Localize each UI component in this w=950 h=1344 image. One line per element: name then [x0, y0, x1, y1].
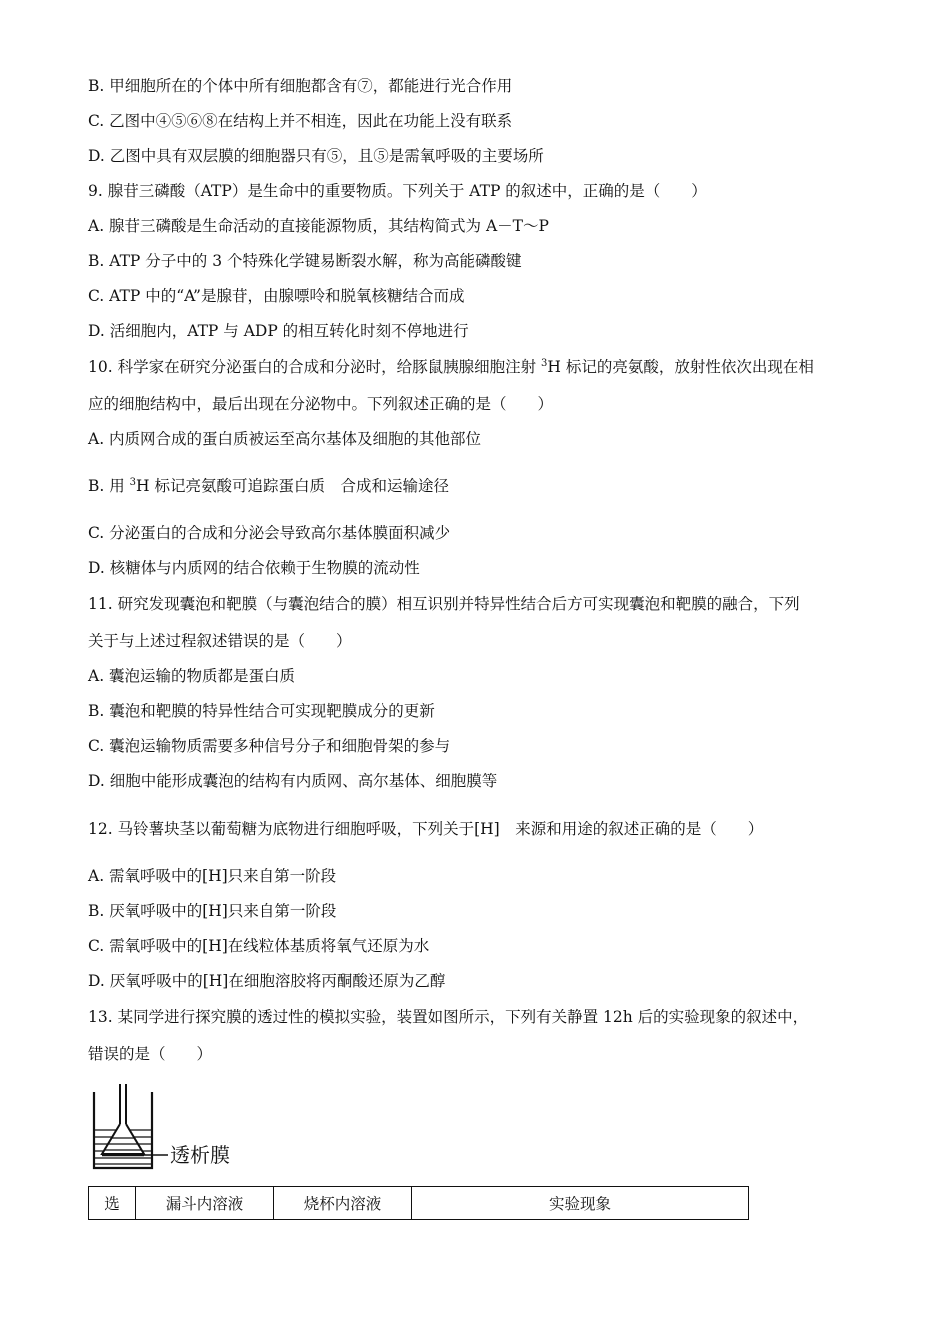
q10-option-d: D. 核糖体与内质网的结合依赖于生物膜的流动性 — [88, 559, 420, 577]
q12-stem: 12. 马铃薯块茎以葡萄糖为底物进行细胞呼吸，下列关于[H] 来源和用途的叙述正确的是（ ） — [88, 820, 764, 838]
q9-option-b: B. ATP 分子中的 3 个特殊化学键易断裂水解，称为高能磷酸键 — [88, 252, 522, 270]
q10-option-b-part1: B. 用 — [88, 477, 130, 495]
q12-option-d: D. 厌氧呼吸中的[H]在细胞溶胶将丙酮酸还原为乙醇 — [88, 972, 446, 990]
q11-option-c: C. 囊泡运输物质需要多种信号分子和细胞骨架的参与 — [88, 737, 451, 755]
table-header-beaker-solution: 烧杯内溶液 — [274, 1187, 412, 1220]
q8-option-d: D. 乙图中具有双层膜的细胞器只有⑤，且⑤是需氧呼吸的主要场所 — [88, 147, 544, 165]
table-header-row — [89, 1187, 749, 1220]
q11-option-b: B. 囊泡和靶膜的特异性结合可实现靶膜成分的更新 — [88, 702, 435, 720]
q10-stem-part1: 10. 科学家在研究分泌蛋白的合成和分泌时，给豚鼠胰腺细胞注射 — [88, 358, 542, 376]
figure-label-dialysis-membrane: 透析膜 — [170, 1143, 230, 1167]
q10-stem-part2: H 标记的亮氨酸，放射性依次出现在相 — [547, 358, 814, 376]
q10-stem-superscript: 3 — [541, 357, 548, 369]
q13-stem-line2: 错误的是（ ） — [88, 1045, 213, 1063]
q8-option-b: B. 甲细胞所在的个体中所有细胞都含有⑦，都能进行光合作用 — [88, 77, 513, 95]
q12-option-a: A. 需氧呼吸中的[H]只来自第一阶段 — [88, 867, 337, 885]
table-header-phenomenon: 实验现象 — [412, 1187, 749, 1220]
q9-stem: 9. 腺苷三磷酸（ATP）是生命中的重要物质。下列关于 ATP 的叙述中，正确的是（ ） — [88, 182, 707, 200]
q12-option-b: B. 厌氧呼吸中的[H]只来自第一阶段 — [88, 902, 337, 920]
q11-option-a: A. 囊泡运输的物质都是蛋白质 — [88, 667, 296, 685]
q10-option-b-superscript: 3 — [129, 476, 137, 488]
q9-option-d: D. 活细胞内，ATP 与 ADP 的相互转化时刻不停地进行 — [88, 322, 469, 340]
q11-stem-line2: 关于与上述过程叙述错误的是（ ） — [88, 632, 352, 650]
q8-option-c: C. 乙图中④⑤⑥⑧在结构上并不相连，因此在功能上没有联系 — [88, 112, 513, 130]
table-header-option: 选 — [89, 1187, 136, 1220]
q9-option-c: C. ATP 中的“A”是腺苷，由腺嘌呤和脱氧核糖结合而成 — [88, 287, 465, 305]
q11-stem-line1: 11. 研究发现囊泡和靶膜（与囊泡结合的膜）相互识别并特异性结合后方可实现囊泡和靶膜的融合，下列 — [88, 595, 800, 613]
q10-option-c: C. 分泌蛋白的合成和分泌会导致高尔基体膜面积减少 — [88, 524, 451, 542]
q12-option-c: C. 需氧呼吸中的[H]在线粒体基质将氧气还原为水 — [88, 937, 430, 955]
q11-option-d: D. 细胞中能形成囊泡的结构有内质网、高尔基体、细胞膜等 — [88, 772, 498, 790]
q10-stem-line2: 应的细胞结构中，最后出现在分泌物中。下列叙述正确的是（ ） — [88, 395, 554, 413]
experiment-table — [88, 1186, 749, 1220]
q10-option-b — [88, 476, 449, 496]
q10-option-b-part2: H 标记亮氨酸可追踪蛋白质 合成和运输途径 — [136, 477, 449, 495]
q10-stem-line1 — [88, 357, 814, 377]
q9-option-a: A. 腺苷三磷酸是生命活动的直接能源物质，其结构简式为 A－T～P — [88, 217, 549, 235]
q13-stem-line1: 13. 某同学进行探究膜的透过性的模拟实验，装置如图所示，下列有关静置 12h 后的实验现象的叙述中， — [88, 1008, 809, 1026]
q10-option-a: A. 内质网合成的蛋白质被运至高尔基体及细胞的其他部位 — [88, 430, 482, 448]
table-header-funnel-solution: 漏斗内溶液 — [136, 1187, 274, 1220]
